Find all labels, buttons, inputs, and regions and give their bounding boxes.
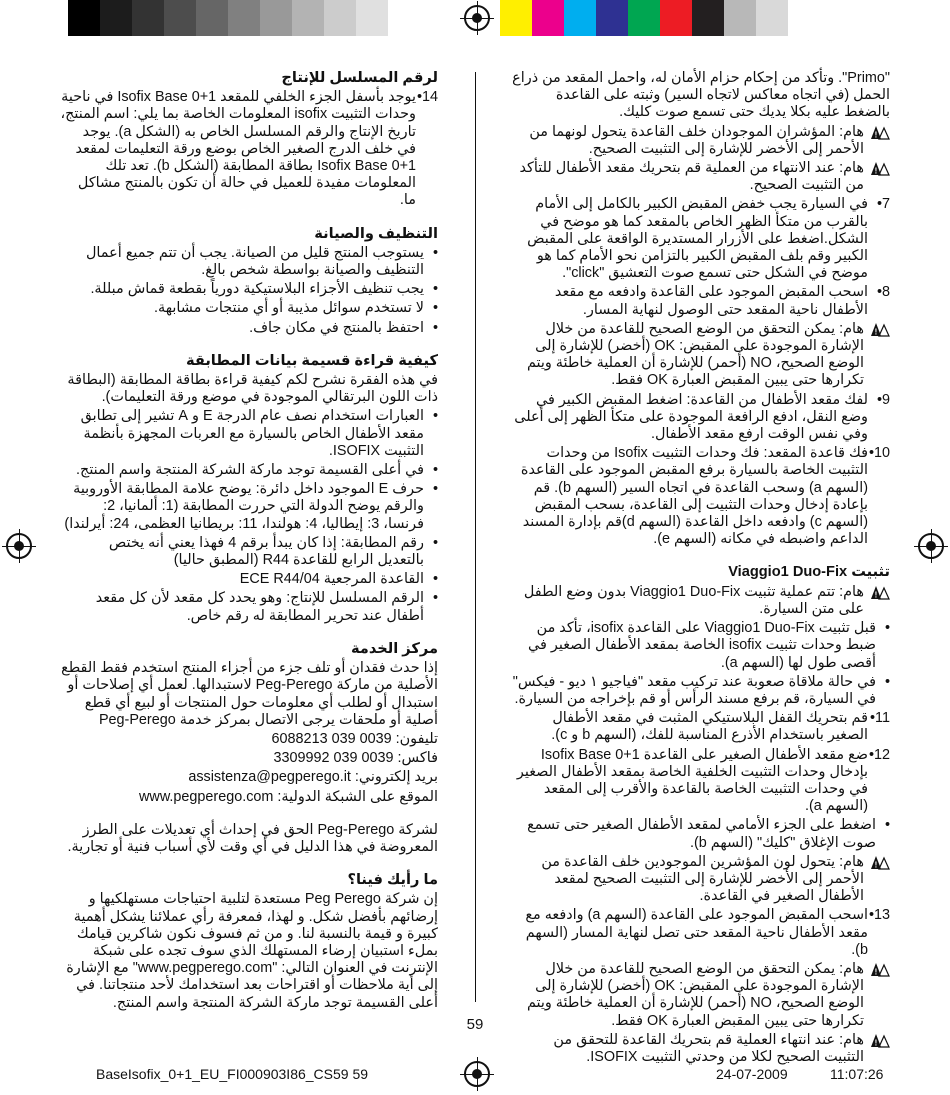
footer-date: 24-07-2009 (716, 1066, 788, 1082)
step-text: قم بتحريك القفل البلاستيكي المثبت في مقعد الأطفال الصغير باستخدام الأذرع المناسبة للفك، (السهم b و c). (551, 710, 868, 744)
bullet-item: • اضغط على الجزء الأمامي لمقعد الأطفال الصغير حتى تسمع صوت الإغلاق "كليك" (السهم b). (512, 817, 890, 851)
warning-icon (870, 161, 890, 176)
footer-filename: BaseIsofix_0+1_EU_FI000903I86_CS59 59 (96, 1066, 369, 1082)
step-text: اسحب المقبض الموجود على القاعدة (السهم a) وادفعه مع مقعد الأطفال ناحية المقعد حتى تصل لنهاية المسار (السهم b). (525, 907, 868, 958)
bullet-item: • احتفظ بالمنتج في مكان جاف. (60, 320, 438, 337)
numbered-step (512, 907, 890, 959)
color-swatch (692, 0, 724, 36)
numbered-step (512, 710, 890, 744)
footer-time: 11:07:26 (830, 1066, 884, 1082)
warning-note (512, 1032, 890, 1066)
warning-icon (870, 962, 890, 977)
color-swatch (100, 0, 132, 36)
color-swatch (260, 0, 292, 36)
step-text: فك قاعدة المقعد: فك وحدات التثبيت Isofix من وحدات التثبيت الخاصة بالسيارة برفع المقبض الموجود على القاعدة (السهم a) وسحب القاعدة في اتجاه السير (السهم b). قم بإعادة إدخال وحدات التثبيت إلى القاعدة، بسحب المقبض (السهم c) وادفعه داخل القاعدة (السهم d)قم بإدارة المسند الداعم واضبطه في مكانه (السهم e). (520, 445, 868, 548)
paragraph: في هذه الفقرة نشرح لكم كيفية قراءة بطاقة المطابقة (البطاقة ذات اللون البرتقالي الموجودة في موضع ورقة التعليمات). (67, 372, 438, 406)
warning-text: هام: يتحول لون المؤشرين الموجودين خلف القاعدة من الأحمر إلى الأخضر للإشارة إلى التثبيت الصحيح لمقعد الأطفال الصغير في القاعدة. (541, 853, 864, 905)
svg-text:!: ! (874, 1038, 878, 1048)
color-swatch (68, 0, 100, 36)
warning-text: هام: يمكن التحقق من الوضع الصحيح للقاعدة من خلال الإشارة الموجودة على المقبض: OK (أخضر) للإشارة إلى الوضع الصحيح، NO (أحمر) للإشارة أن العملية خاطئة ويتم تكرارها حتى يبين المقبض العبارة OK فقط. (526, 960, 864, 1029)
warning-icon (870, 125, 890, 140)
color-swatch (228, 0, 260, 36)
color-swatch (564, 0, 596, 36)
section-heading: لرقم المسلسل للإنتاج (281, 70, 438, 86)
section-heading: كيفية قراءة قسيمة بيانات المطابقة (185, 352, 438, 369)
warning-text: هام: تتم عملية تثبيت Viaggio1 Duo-Fix بدون وضع الطفل على متن السيارة. (523, 583, 864, 617)
numbered-step (512, 392, 890, 444)
step-number: 8• (876, 284, 890, 301)
numbered-step (512, 445, 890, 548)
numbered-step (60, 89, 438, 209)
right-column (512, 70, 890, 1068)
bullet-item: • الرقم المسلسل للإنتاج: وهو يحدد كل مقعد لأن كل مقعد أطفال عند تحرير المطابقة له رقم خاص. (60, 590, 438, 624)
color-swatch (724, 0, 756, 36)
bullet-item: • في حالة ملاقاة صعوبة عند تركيب مقعد "فياجيو ١ ديو - فيكس" في السيارة، قم برفع مسند الرأس أو قم بإخراجه من السيارة. (512, 674, 890, 708)
warning-icon (870, 1033, 890, 1048)
color-swatch (196, 0, 228, 36)
color-swatch (164, 0, 196, 36)
warning-icon (870, 585, 890, 600)
paragraph: تليفون: 0039 039 6088213 (271, 730, 438, 747)
warning-note (512, 854, 890, 906)
registration-mark-icon (6, 533, 32, 559)
bullet-item: • قبل تثبيت Viaggio1 Duo-Fix على القاعدة isofix، تأكد من ضبط وحدات تثبيت isofix الخاصة بمقعد الأطفال الصغير في أقصى طول لها (السهم a). (512, 620, 890, 672)
svg-text:!: ! (874, 860, 878, 870)
bullet-item: • لا تستخدم سوائل مذيبة أو أي منتجات مشابهة. (60, 300, 438, 317)
paragraph: إن شركة Peg Perego مستعدة لتلبية احتياجات مستهلكيها و إرضائهم بأفضل شكل. و لهذا، فمعرفة رأي عملائنا يشكل أهمية كبيرة و قيمة بالنسبة لنا. و من ثم فسوف نكون شاكرين قيامك بملء استبيان إرضاء المستهلك الذي سوف تجده على شبكة الإنترنت في العنوان التالي: "www.pegperego.com" مع الإشارة إلى أية ملاحظات أو اقتراحات بعد استخدامك لأحد منتجاتنا. في أعلى القسيمة توجد ماركة الشركة المنتجة واسم المنتج. (66, 891, 438, 1011)
step-number: 14• (416, 89, 438, 106)
left-column (60, 70, 438, 1014)
step-text: في السيارة يجب خفض المقبض الكبير بالكامل إلى الأمام بالقرب من متكأ الظهر الخاص بالمقعد كما هو موضح في الشكل.اضغط على الأزرار المستديرة الواقعة على المقبض الكبير وقم بلف المقبض الكبير بالتزامن نحو الأمام كما هو موضح في الشكل حتى تسمع صوت التعشيق "click". (527, 196, 868, 282)
column-divider (475, 72, 476, 1002)
color-swatch (596, 0, 628, 36)
svg-text:!: ! (874, 166, 878, 176)
bullet-item: • القاعدة المرجعية ECE R44/04 (60, 571, 438, 588)
step-number: 10• (868, 445, 890, 462)
numbered-step (512, 284, 890, 318)
spacer (60, 808, 438, 822)
warning-note (512, 160, 890, 194)
section-heading: التنظيف والصيانة (314, 225, 438, 242)
cmyk-color-bar (500, 0, 788, 36)
step-number: 9• (876, 391, 890, 408)
numbered-step (512, 747, 890, 816)
paragraph: الموقع على الشبكة الدولية: www.pegperego.com (139, 788, 438, 805)
paragraph: بريد إلكتروني: assistenza@pegperego.it (188, 769, 438, 786)
color-swatch (628, 0, 660, 36)
step-text: ضع مقعد الأطفال الصغير على القاعدة Isofix Base 0+1 بإدخال وحدات التثبيت الخلفية الخاصة بمقعد الأطفال الصغير في وحدات التثبيت الخاصة بالقاعدة والأقرب إلى المقعد (السهم a). (516, 746, 868, 815)
bullet-item: • يجب تنظيف الأجزاء البلاستيكية دورياً بقطعة قماش مبللة. (60, 281, 438, 298)
svg-text:!: ! (874, 130, 878, 140)
svg-text:!: ! (874, 590, 878, 600)
color-swatch (532, 0, 564, 36)
paragraph: فاكس: 0039 039 3309992 (273, 750, 438, 767)
registration-mark-icon (464, 5, 490, 31)
registration-mark-icon (918, 533, 944, 559)
step-number: 11• (870, 710, 890, 727)
warning-text: هام: عند الانتهاء من العملية قم بتحريك مقعد الأطفال للتأكد من التثبيت الصحيح. (519, 160, 864, 194)
color-swatch (500, 0, 532, 36)
bullet-item: • يستوجب المنتج قليل من الصيانة. يجب أن تتم جميع أعمال التنظيف والصيانة بواسطة شخص بالغ. (60, 245, 438, 279)
grayscale-color-bar (68, 0, 388, 36)
svg-text:!: ! (874, 967, 878, 977)
bullet-item: • في أعلى القسيمة توجد ماركة الشركة المنتجة واسم المنتج. (60, 462, 438, 479)
warning-icon (870, 855, 890, 870)
step-number: 13• (868, 907, 890, 924)
section-heading: ما رأيك فينا؟ (347, 872, 438, 889)
paragraph: إذا حدث فقدان أو تلف جزء من أجزاء المنتج استخدم فقط القطع الأصلية من ماركة Peg-Perego لاستبدالها. لعمل أي إصلاحات أو استبدال أو لطلب أي معلومات حول المنتجات أو لبيع أي قطع أصلية أو ملحقات يرجى الاتصال بمركز خدمة Peg-Perego (61, 660, 438, 728)
color-swatch (756, 0, 788, 36)
bullet-item: • رقم المطابقة: إذا كان يبدأ برقم 4 فهذا يعني أنه يختص بالتعديل الرابع للقاعدة R44 (المطبق حاليا) (60, 535, 438, 569)
warning-text: هام: يمكن التحقق من الوضع الصحيح للقاعدة من خلال الإشارة الموجودة على المقبض: OK (أخضر) للإشارة إلى الوضع الصحيح، NO (أحمر) للإشارة أن العملية خاطئة ويتم تكرارها حتى يبين المقبض العبارة OK فقط. (526, 320, 864, 389)
bullet-item: • العبارات استخدام نصف عام الدرجة E و A تشير إلى تطابق مقعد الأطفال الخاص بالسيارة مع العربات المجهزة بأنظمة التثبيت ISOFIX. (60, 408, 438, 460)
bullet-item: • حرف E الموجود داخل دائرة: يوضح علامة المطابقة الأوروبية والرقم يوضح الدولة التي حررت المطابقة (1: ألمانيا، 2: فرنسا، 3: إيطاليا، 4: هولندا، 11: بريطانيا العظمى، 24: أيرلندا) (60, 481, 438, 533)
section-heading: مركز الخدمة (350, 640, 438, 657)
numbered-step (512, 196, 890, 282)
step-number: 7• (876, 196, 890, 213)
svg-text:!: ! (874, 327, 878, 337)
warning-note (512, 584, 890, 618)
color-swatch (292, 0, 324, 36)
warning-text: هام: المؤشران الموجودان خلف القاعدة يتحول لونهما من الأحمر إلى الأخضر للإشارة إلى التثبيت الصحيح. (529, 123, 864, 157)
step-text: يوجد بأسفل الجزء الخلفي للمقعد Isofix Base 0+1 في ناحية وحدات التثبيت isofix المعلومات الخاصة بما يلي: اسم المنتج، تاريخ الإنتاج والرقم المسلسل الخاص به (الشكل a). يوجد في خلف الدرج الصغير الخاص بوضع ورقة التعليمات لمقعد Isofix Base 0+1 بطاقة المطابقة (الشكل b). تعد تلك المعلومات مفيدة للعميل في حالة أن تكون بالمنتج مشاكل ما. (60, 89, 416, 209)
page-number: 59 (466, 1016, 484, 1033)
color-swatch (660, 0, 692, 36)
paragraph: لشركة Peg-Perego الحق في إحداث أي تعديلات على الطرز المعروضة في هذا الدليل في أي وقت لأي أسباب فنية أو تجارية. (67, 821, 438, 855)
warning-icon (870, 322, 890, 337)
warning-note (512, 124, 890, 158)
section-heading: تثبيت Viaggio1 Duo-Fix (728, 564, 890, 581)
registration-mark-icon (464, 1061, 490, 1087)
step-text: اسحب المقبض الموجود على القاعدة وادفعه مع مقعد الأطفال ناحية المقعد حتى الوصول لنهاية المسار. (554, 284, 868, 318)
warning-note (512, 321, 890, 390)
step-text: لفك مقعد الأطفال من القاعدة: اضغط المقبض الكبير في وضع النقل، ادفع الرافعة الموجودة على متكأ الظهر إلى أعلى وفي نفس الوقت ارفع مقعد الأطفال. (514, 391, 868, 443)
paragraph: "Primo". وتأكد من إحكام حزام الأمان له، واحمل المقعد من ذراع الحمل (في اتجاه معاكس لاتجاه السير) وثبته على القاعدة بالضغط عليه بكلا يديك حتى تسمع صوت كليك. (512, 70, 890, 121)
step-number: 12• (868, 746, 890, 763)
warning-text: هام: عند انتهاء العملية قم بتحريك القاعدة للتحقق من التثبيت الصحيح لكلا من وحدتي التثبيت ISOFIX. (553, 1031, 864, 1065)
color-swatch (132, 0, 164, 36)
color-swatch (356, 0, 388, 36)
color-swatch (324, 0, 356, 36)
